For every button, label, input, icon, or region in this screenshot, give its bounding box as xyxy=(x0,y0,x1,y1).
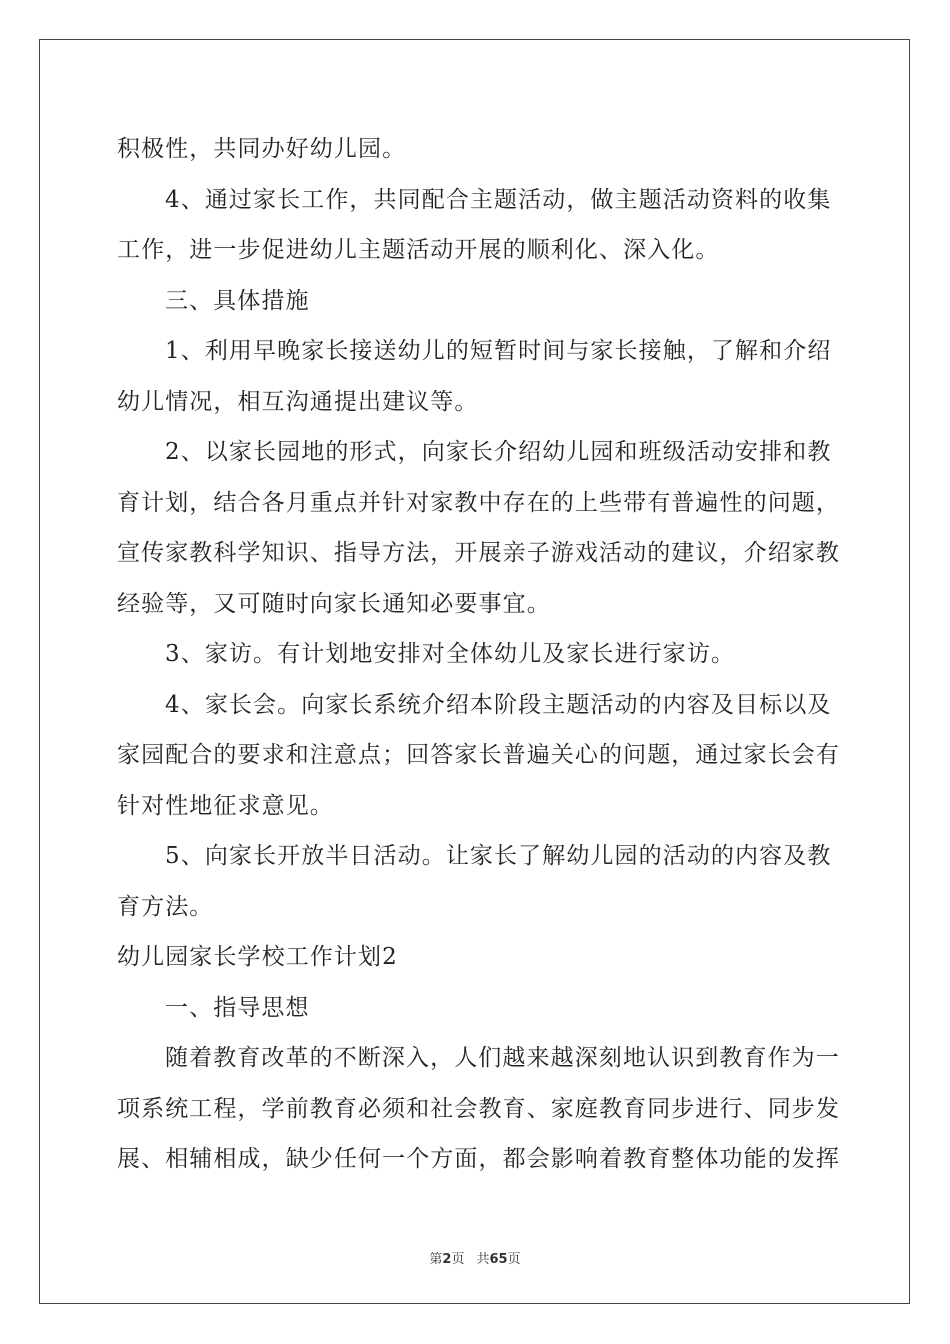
text-line: 2、以家长园地的形式，向家长介绍幼儿园和班级活动安排和教 xyxy=(165,439,832,465)
text-line: 3、家访。有计划地安排对全体幼儿及家长进行家访。 xyxy=(165,641,736,667)
text-line: 积极性，共同办好幼儿园。 xyxy=(117,136,407,162)
text-line: 家园配合的要求和注意点；回答家长普遍关心的问题，通过家长会有 xyxy=(117,742,840,768)
text-line: 工作，进一步促进幼儿主题活动开展的顺利化、深入化。 xyxy=(117,237,720,263)
text-line: 幼儿情况，相互沟通提出建议等。 xyxy=(117,388,479,415)
section-heading: 一、指导思想 xyxy=(165,994,310,1021)
document-body xyxy=(117,124,840,1185)
text-line: 5、向家长开放半日活动。让家长了解幼儿园的活动的内容及教 xyxy=(165,843,832,869)
text-line: 1、利用早晚家长接送幼儿的短暂时间与家长接触，了解和介绍 xyxy=(165,338,832,364)
text-line: 展、相辅相成，缺少任何一个方面，都会影响着教育整体功能的发挥 xyxy=(117,1146,840,1172)
text-line: 针对性地征求意见。 xyxy=(117,792,334,819)
text-line: 经验等，又可随时向家长通知必要事宜。 xyxy=(117,590,551,617)
text-line: 育方法。 xyxy=(117,893,214,920)
page-footer xyxy=(0,1248,950,1267)
text-line: 项系统工程，学前教育必须和社会教育、家庭教育同步进行、同步发 xyxy=(117,1095,840,1122)
section-heading: 三、具体措施 xyxy=(165,287,310,314)
page-number: 2 xyxy=(442,1252,452,1267)
page-suffix: 页 xyxy=(451,1252,465,1267)
text-line: 随着教育改革的不断深入，人们越来越深刻地认识到教育作为一 xyxy=(165,1045,840,1071)
page-prefix: 第 xyxy=(429,1252,443,1267)
total-pages: 65 xyxy=(489,1252,508,1267)
text-line: 4、通过家长工作，共同配合主题活动，做主题活动资料的收集 xyxy=(165,186,832,213)
total-suffix: 页 xyxy=(507,1252,521,1267)
text-line: 4、家长会。向家长系统介绍本阶段主题活动的内容及目标以及 xyxy=(165,691,832,718)
text-line: 育计划，结合各月重点并针对家教中存在的上些带有普遍性的问题， xyxy=(117,489,840,516)
total-prefix: 共 xyxy=(476,1252,490,1267)
document-title: 幼儿园家长学校工作计划2 xyxy=(117,944,398,970)
text-line: 宣传家教科学知识、指导方法，开展亲子游戏活动的建议，介绍家教 xyxy=(117,540,840,566)
